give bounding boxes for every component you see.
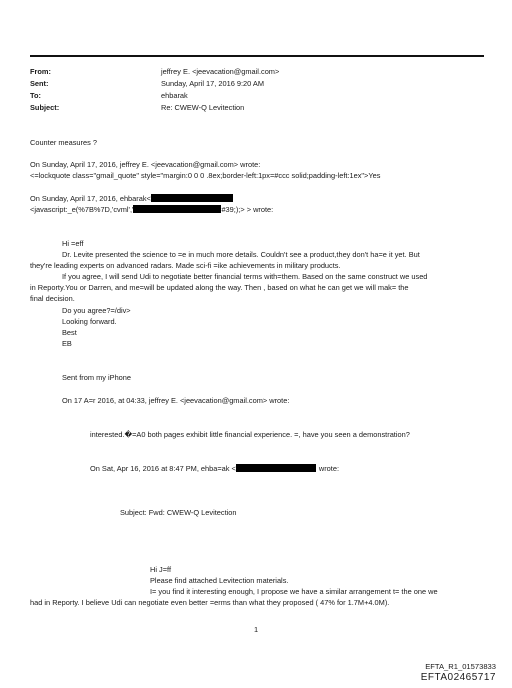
body-line: On 17 A=r 2016, at 04:33, jeffrey E. <jeevacation@gmail.com> wrote: xyxy=(62,396,290,405)
body-line: Best xyxy=(62,328,77,337)
body-line: Hi J=ff xyxy=(150,565,172,574)
from-label: From: xyxy=(30,67,51,76)
from-value: jeffrey E. <jeevacation@gmail.com> xyxy=(161,67,280,76)
page-number: 1 xyxy=(254,625,259,634)
header-rule xyxy=(30,55,484,57)
document-id: EFTA02465717 xyxy=(420,672,496,683)
body-line: final decision. xyxy=(30,294,75,303)
document-reference: EFTA_R1_01573833 xyxy=(425,662,496,671)
body-line: they're leading experts on advanced radars. Made sci-fi =ike achievements in military products. xyxy=(30,261,341,270)
body-line: Sent from my iPhone xyxy=(62,373,132,382)
body-line: had in Reporty. I believe Udi can negotiate even better =erms than what they proposed ( 47% for 1.7M+4.0M). xyxy=(30,598,390,607)
sent-label: Sent: xyxy=(30,79,49,88)
sent-value: Sunday, April 17, 2016 9:20 AM xyxy=(161,79,264,88)
redaction-box xyxy=(151,194,233,202)
body-text: wrote: xyxy=(318,464,340,473)
body-line: Counter measures ? xyxy=(30,138,97,147)
body-line: If you agree, I will send Udi to negotiate better financial terms with=them. Based on the same construct we used xyxy=(62,272,428,281)
body-text: On Sat, Apr 16, 2016 at 8:47 PM, ehba=ak < xyxy=(90,464,236,473)
body-line: I= you find it interesting enough, I propose we have a similar arrangement t= the one we xyxy=(150,587,438,596)
body-line xyxy=(90,464,339,473)
body-line: Please find attached Levitection materials. xyxy=(150,576,289,585)
subject-label: Subject: xyxy=(30,103,60,112)
redaction-box xyxy=(236,464,316,472)
body-text: On Sunday, April 17, 2016, ehbarak< xyxy=(30,194,151,203)
to-value: ehbarak xyxy=(161,91,188,100)
body-line xyxy=(30,205,273,214)
body-line: Do you agree?=/div> xyxy=(62,306,131,315)
subject-value: Re: CWEW-Q Levitection xyxy=(161,103,245,112)
body-line: EB xyxy=(62,339,72,348)
body-text: <javascript:_e(%7B%7D,'cvml',' xyxy=(30,205,134,214)
body-line: Subject: Fwd: CWEW-Q Levitection xyxy=(120,508,237,517)
body-line: Hi =eff xyxy=(62,239,84,248)
body-line: in Reporty.You or Darren, and me=will be updated along the way. Then , based on what he can get we will mak= the xyxy=(30,283,409,292)
body-line: <=lockquote class="gmail_quote" style="margin:0 0 0 .8ex;border-left:1px=#ccc solid;padding-left:1ex">Yes xyxy=(30,171,381,180)
body-line: interested.�=A0 both pages exhibit little financial experience. =, have you seen a demonstration? xyxy=(90,430,410,439)
redaction-box xyxy=(133,205,221,213)
body-line: Looking forward. xyxy=(62,317,117,326)
body-line xyxy=(30,194,233,203)
body-line: On Sunday, April 17, 2016, jeffrey E. <jeevacation@gmail.com> wrote: xyxy=(30,160,261,169)
to-label: To: xyxy=(30,91,41,100)
body-text: #39;);> > wrote: xyxy=(221,205,274,214)
body-line: Dr. Levite presented the science to =e in much more details. Couldn't see a product,they don't ha=e it yet. But xyxy=(62,250,420,259)
